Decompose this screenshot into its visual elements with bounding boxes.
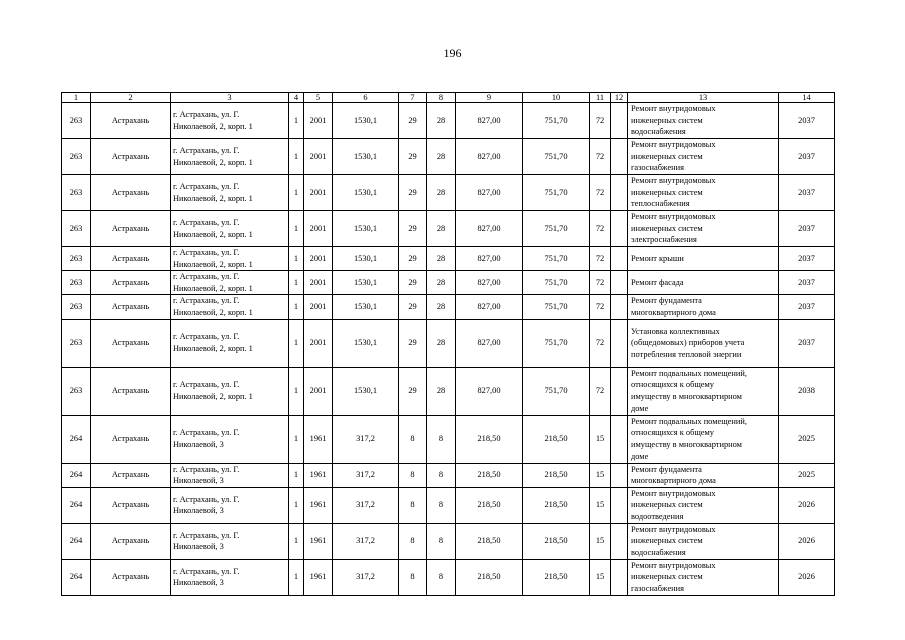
cell-12-cell xyxy=(611,247,628,271)
cell-8-cell: 28 xyxy=(427,247,456,271)
build-year-cell: 1961 xyxy=(304,463,333,487)
cell-4-cell: 1 xyxy=(289,295,304,319)
column-number: 1 xyxy=(62,93,91,103)
cell-4-cell: 1 xyxy=(289,319,304,367)
table-row xyxy=(62,559,835,595)
address-cell: г. Астрахань, ул. Г. Николаевой, 2, корп. 1 xyxy=(171,271,289,295)
build-year-cell: 2001 xyxy=(304,103,333,139)
cell-12-cell xyxy=(611,367,628,415)
build-year-cell: 2001 xyxy=(304,319,333,367)
cell-8-cell: 28 xyxy=(427,175,456,211)
record-id-cell: 264 xyxy=(62,415,91,463)
cell-8-cell: 28 xyxy=(427,211,456,247)
municipality-cell: Астрахань xyxy=(91,139,171,175)
planned-year-cell: 2037 xyxy=(779,271,835,295)
work-type-cell: Установка коллективных (общедомовых) приборов учета потребления тепловой энергии xyxy=(628,319,779,367)
residents-count-cell: 72 xyxy=(590,139,611,175)
column-number: 9 xyxy=(456,93,523,103)
column-number: 13 xyxy=(628,93,779,103)
municipality-cell: Астрахань xyxy=(91,367,171,415)
area-value-2-cell: 751,70 xyxy=(523,211,590,247)
cell-8-cell: 8 xyxy=(427,523,456,559)
work-type-cell: Ремонт подвальных помещений, относящихся к общему имуществу в многоквартирном доме xyxy=(628,367,779,415)
total-area-cell: 1530,1 xyxy=(333,211,399,247)
planned-year-cell: 2037 xyxy=(779,139,835,175)
work-type-cell: Ремонт внутридомовых инженерных систем водоснабжения xyxy=(628,523,779,559)
total-area-cell: 1530,1 xyxy=(333,319,399,367)
cell-4-cell: 1 xyxy=(289,559,304,595)
cell-8-cell: 28 xyxy=(427,295,456,319)
residents-count-cell: 72 xyxy=(590,319,611,367)
build-year-cell: 2001 xyxy=(304,175,333,211)
cell-4-cell: 1 xyxy=(289,175,304,211)
address-cell: г. Астрахань, ул. Г. Николаевой, 2, корп. 1 xyxy=(171,367,289,415)
table-row xyxy=(62,463,835,487)
residents-count-cell: 15 xyxy=(590,487,611,523)
work-type-cell: Ремонт фундамента многоквартирного дома xyxy=(628,463,779,487)
area-value-1-cell: 218,50 xyxy=(456,559,523,595)
municipality-cell: Астрахань xyxy=(91,415,171,463)
municipality-cell: Астрахань xyxy=(91,559,171,595)
record-id-cell: 264 xyxy=(62,487,91,523)
record-id-cell: 263 xyxy=(62,319,91,367)
total-area-cell: 317,2 xyxy=(333,415,399,463)
record-id-cell: 263 xyxy=(62,247,91,271)
municipality-cell: Астрахань xyxy=(91,487,171,523)
work-type-cell: Ремонт внутридомовых инженерных систем водоснабжения xyxy=(628,103,779,139)
address-cell: г. Астрахань, ул. Г. Николаевой, 2, корп. 1 xyxy=(171,175,289,211)
cell-12-cell xyxy=(611,559,628,595)
cell-7-cell: 29 xyxy=(399,319,427,367)
column-number: 7 xyxy=(399,93,427,103)
cell-7-cell: 29 xyxy=(399,139,427,175)
cell-8-cell: 8 xyxy=(427,559,456,595)
cell-12-cell xyxy=(611,487,628,523)
planned-year-cell: 2025 xyxy=(779,463,835,487)
record-id-cell: 263 xyxy=(62,295,91,319)
planned-year-cell: 2025 xyxy=(779,415,835,463)
total-area-cell: 317,2 xyxy=(333,463,399,487)
table-row xyxy=(62,487,835,523)
column-number: 5 xyxy=(304,93,333,103)
cell-4-cell: 1 xyxy=(289,271,304,295)
work-type-cell: Ремонт фасада xyxy=(628,271,779,295)
cell-7-cell: 29 xyxy=(399,247,427,271)
cell-4-cell: 1 xyxy=(289,247,304,271)
column-number: 3 xyxy=(171,93,289,103)
work-type-cell: Ремонт внутридомовых инженерных систем газоснабжения xyxy=(628,559,779,595)
total-area-cell: 1530,1 xyxy=(333,271,399,295)
address-cell: г. Астрахань, ул. Г. Николаевой, 3 xyxy=(171,415,289,463)
planned-year-cell: 2037 xyxy=(779,211,835,247)
total-area-cell: 317,2 xyxy=(333,523,399,559)
table-row xyxy=(62,319,835,367)
address-cell: г. Астрахань, ул. Г. Николаевой, 2, корп. 1 xyxy=(171,295,289,319)
municipality-cell: Астрахань xyxy=(91,319,171,367)
record-id-cell: 263 xyxy=(62,103,91,139)
cell-7-cell: 8 xyxy=(399,523,427,559)
column-number: 4 xyxy=(289,93,304,103)
cell-12-cell xyxy=(611,295,628,319)
total-area-cell: 317,2 xyxy=(333,487,399,523)
cell-4-cell: 1 xyxy=(289,211,304,247)
residents-count-cell: 15 xyxy=(590,559,611,595)
planned-year-cell: 2037 xyxy=(779,247,835,271)
cell-8-cell: 28 xyxy=(427,271,456,295)
record-id-cell: 264 xyxy=(62,463,91,487)
area-value-1-cell: 827,00 xyxy=(456,211,523,247)
residents-count-cell: 72 xyxy=(590,175,611,211)
work-type-cell: Ремонт внутридомовых инженерных систем теплоснабжения xyxy=(628,175,779,211)
area-value-1-cell: 827,00 xyxy=(456,247,523,271)
area-value-2-cell: 751,70 xyxy=(523,295,590,319)
cell-12-cell xyxy=(611,271,628,295)
area-value-2-cell: 751,70 xyxy=(523,247,590,271)
work-type-cell: Ремонт внутридомовых инженерных систем электроснабжения xyxy=(628,211,779,247)
area-value-1-cell: 827,00 xyxy=(456,139,523,175)
area-value-1-cell: 827,00 xyxy=(456,271,523,295)
address-cell: г. Астрахань, ул. Г. Николаевой, 2, корп. 1 xyxy=(171,139,289,175)
area-value-2-cell: 751,70 xyxy=(523,175,590,211)
cell-8-cell: 8 xyxy=(427,463,456,487)
table-row xyxy=(62,295,835,319)
cell-8-cell: 8 xyxy=(427,415,456,463)
cell-12-cell xyxy=(611,523,628,559)
area-value-1-cell: 218,50 xyxy=(456,415,523,463)
column-number: 8 xyxy=(427,93,456,103)
address-cell: г. Астрахань, ул. Г. Николаевой, 2, корп. 1 xyxy=(171,319,289,367)
address-cell: г. Астрахань, ул. Г. Николаевой, 3 xyxy=(171,523,289,559)
address-cell: г. Астрахань, ул. Г. Николаевой, 2, корп. 1 xyxy=(171,211,289,247)
column-number: 2 xyxy=(91,93,171,103)
total-area-cell: 1530,1 xyxy=(333,247,399,271)
municipality-cell: Астрахань xyxy=(91,247,171,271)
residents-count-cell: 72 xyxy=(590,103,611,139)
cell-12-cell xyxy=(611,103,628,139)
work-type-cell: Ремонт внутридомовых инженерных систем газоснабжения xyxy=(628,139,779,175)
total-area-cell: 1530,1 xyxy=(333,139,399,175)
cell-8-cell: 28 xyxy=(427,367,456,415)
column-number: 11 xyxy=(590,93,611,103)
cell-12-cell xyxy=(611,463,628,487)
table-row xyxy=(62,103,835,139)
address-cell: г. Астрахань, ул. Г. Николаевой, 2, корп. 1 xyxy=(171,103,289,139)
record-id-cell: 263 xyxy=(62,175,91,211)
area-value-2-cell: 218,50 xyxy=(523,559,590,595)
build-year-cell: 2001 xyxy=(304,367,333,415)
table-row xyxy=(62,211,835,247)
area-value-2-cell: 751,70 xyxy=(523,271,590,295)
cell-7-cell: 8 xyxy=(399,463,427,487)
table-row xyxy=(62,247,835,271)
record-id-cell: 263 xyxy=(62,139,91,175)
cell-12-cell xyxy=(611,175,628,211)
cell-7-cell: 8 xyxy=(399,415,427,463)
area-value-2-cell: 218,50 xyxy=(523,487,590,523)
planned-year-cell: 2038 xyxy=(779,367,835,415)
housing-repair-table xyxy=(61,92,835,596)
municipality-cell: Астрахань xyxy=(91,211,171,247)
table-row xyxy=(62,523,835,559)
column-number: 12 xyxy=(611,93,628,103)
cell-12-cell xyxy=(611,211,628,247)
residents-count-cell: 72 xyxy=(590,367,611,415)
column-number: 14 xyxy=(779,93,835,103)
build-year-cell: 1961 xyxy=(304,487,333,523)
record-id-cell: 263 xyxy=(62,271,91,295)
record-id-cell: 263 xyxy=(62,367,91,415)
table-row xyxy=(62,367,835,415)
area-value-2-cell: 751,70 xyxy=(523,319,590,367)
cell-4-cell: 1 xyxy=(289,463,304,487)
work-type-cell: Ремонт крыши xyxy=(628,247,779,271)
table-row xyxy=(62,415,835,463)
residents-count-cell: 72 xyxy=(590,295,611,319)
address-cell: г. Астрахань, ул. Г. Николаевой, 2, корп. 1 xyxy=(171,247,289,271)
cell-12-cell xyxy=(611,319,628,367)
area-value-1-cell: 827,00 xyxy=(456,367,523,415)
column-number: 10 xyxy=(523,93,590,103)
cell-7-cell: 29 xyxy=(399,103,427,139)
cell-4-cell: 1 xyxy=(289,523,304,559)
cell-4-cell: 1 xyxy=(289,415,304,463)
cell-4-cell: 1 xyxy=(289,139,304,175)
cell-4-cell: 1 xyxy=(289,103,304,139)
area-value-1-cell: 218,50 xyxy=(456,463,523,487)
area-value-2-cell: 218,50 xyxy=(523,463,590,487)
address-cell: г. Астрахань, ул. Г. Николаевой, 3 xyxy=(171,487,289,523)
planned-year-cell: 2037 xyxy=(779,175,835,211)
cell-8-cell: 8 xyxy=(427,487,456,523)
planned-year-cell: 2026 xyxy=(779,487,835,523)
municipality-cell: Астрахань xyxy=(91,271,171,295)
municipality-cell: Астрахань xyxy=(91,175,171,211)
municipality-cell: Астрахань xyxy=(91,295,171,319)
build-year-cell: 2001 xyxy=(304,271,333,295)
residents-count-cell: 72 xyxy=(590,211,611,247)
planned-year-cell: 2026 xyxy=(779,559,835,595)
cell-7-cell: 29 xyxy=(399,271,427,295)
record-id-cell: 263 xyxy=(62,211,91,247)
municipality-cell: Астрахань xyxy=(91,103,171,139)
planned-year-cell: 2037 xyxy=(779,103,835,139)
area-value-2-cell: 218,50 xyxy=(523,523,590,559)
cell-12-cell xyxy=(611,139,628,175)
cell-7-cell: 8 xyxy=(399,559,427,595)
municipality-cell: Астрахань xyxy=(91,463,171,487)
planned-year-cell: 2037 xyxy=(779,319,835,367)
cell-7-cell: 29 xyxy=(399,367,427,415)
record-id-cell: 264 xyxy=(62,559,91,595)
cell-7-cell: 8 xyxy=(399,487,427,523)
work-type-cell: Ремонт фундамента многоквартирного дома xyxy=(628,295,779,319)
cell-12-cell xyxy=(611,415,628,463)
build-year-cell: 2001 xyxy=(304,211,333,247)
build-year-cell: 2001 xyxy=(304,247,333,271)
cell-4-cell: 1 xyxy=(289,367,304,415)
area-value-1-cell: 827,00 xyxy=(456,319,523,367)
area-value-1-cell: 218,50 xyxy=(456,523,523,559)
cell-8-cell: 28 xyxy=(427,139,456,175)
area-value-1-cell: 827,00 xyxy=(456,103,523,139)
cell-8-cell: 28 xyxy=(427,319,456,367)
table-row xyxy=(62,175,835,211)
page-number: 196 xyxy=(443,46,462,60)
total-area-cell: 1530,1 xyxy=(333,175,399,211)
build-year-cell: 1961 xyxy=(304,559,333,595)
area-value-1-cell: 218,50 xyxy=(456,487,523,523)
table-row xyxy=(62,271,835,295)
cell-4-cell: 1 xyxy=(289,487,304,523)
record-id-cell: 264 xyxy=(62,523,91,559)
build-year-cell: 2001 xyxy=(304,295,333,319)
cell-7-cell: 29 xyxy=(399,175,427,211)
total-area-cell: 1530,1 xyxy=(333,367,399,415)
work-type-cell: Ремонт внутридомовых инженерных систем водоотведения xyxy=(628,487,779,523)
total-area-cell: 317,2 xyxy=(333,559,399,595)
table-row xyxy=(62,139,835,175)
address-cell: г. Астрахань, ул. Г. Николаевой, 3 xyxy=(171,559,289,595)
total-area-cell: 1530,1 xyxy=(333,295,399,319)
build-year-cell: 1961 xyxy=(304,415,333,463)
total-area-cell: 1530,1 xyxy=(333,103,399,139)
area-value-2-cell: 218,50 xyxy=(523,415,590,463)
address-cell: г. Астрахань, ул. Г. Николаевой, 3 xyxy=(171,463,289,487)
area-value-1-cell: 827,00 xyxy=(456,175,523,211)
cell-7-cell: 29 xyxy=(399,211,427,247)
area-value-2-cell: 751,70 xyxy=(523,139,590,175)
residents-count-cell: 72 xyxy=(590,247,611,271)
municipality-cell: Астрахань xyxy=(91,523,171,559)
residents-count-cell: 72 xyxy=(590,271,611,295)
residents-count-cell: 15 xyxy=(590,523,611,559)
area-value-2-cell: 751,70 xyxy=(523,103,590,139)
residents-count-cell: 15 xyxy=(590,415,611,463)
build-year-cell: 2001 xyxy=(304,139,333,175)
column-number-row xyxy=(62,93,835,103)
cell-8-cell: 28 xyxy=(427,103,456,139)
area-value-2-cell: 751,70 xyxy=(523,367,590,415)
cell-7-cell: 29 xyxy=(399,295,427,319)
planned-year-cell: 2026 xyxy=(779,523,835,559)
column-number: 6 xyxy=(333,93,399,103)
area-value-1-cell: 827,00 xyxy=(456,295,523,319)
residents-count-cell: 15 xyxy=(590,463,611,487)
planned-year-cell: 2037 xyxy=(779,295,835,319)
build-year-cell: 1961 xyxy=(304,523,333,559)
work-type-cell: Ремонт подвальных помещений, относящихся к общему имуществу в многоквартирном доме xyxy=(628,415,779,463)
